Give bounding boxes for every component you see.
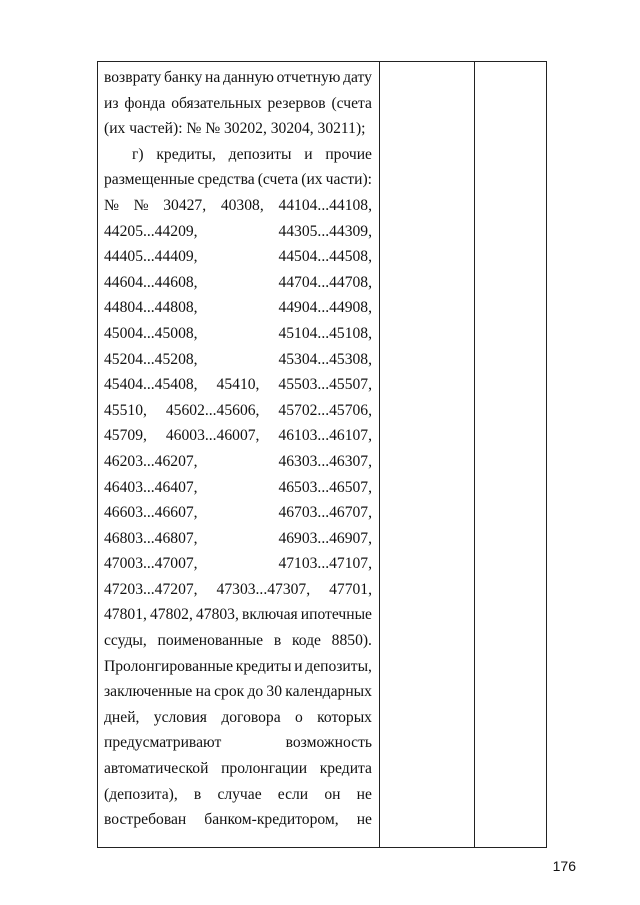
text-word: 46703...46707, <box>278 504 372 522</box>
text-word: кредиты, <box>156 145 216 163</box>
text-word: № <box>133 196 149 214</box>
text-word: предусматривают <box>104 734 222 752</box>
text-line <box>104 679 372 705</box>
text-word: 44804...44808, <box>104 299 198 317</box>
text-line <box>104 270 372 296</box>
text-word: (счета <box>331 94 372 112</box>
text-line <box>104 782 372 808</box>
text-word: (депозита), <box>104 785 178 803</box>
text-word: 46603...46607, <box>104 504 198 522</box>
text-word: 40308, <box>220 196 264 214</box>
text-word: и <box>294 657 303 675</box>
text-word: 46003...46007, <box>165 427 260 445</box>
text-word: востребован <box>104 811 187 829</box>
column-divider <box>474 62 475 847</box>
page-number: 176 <box>552 858 576 874</box>
text-line <box>104 65 372 91</box>
text-word: 45204...45208, <box>104 350 198 368</box>
text-word: 44104...44108, <box>278 196 372 214</box>
text-word: депозиты, <box>305 657 372 675</box>
text-line <box>104 142 372 168</box>
text-word: 47802, <box>149 606 193 624</box>
text-word: 46303...46307, <box>278 452 372 470</box>
text-word: банком-кредитором, <box>204 811 339 829</box>
text-line <box>104 705 372 731</box>
text-word: 47803, <box>195 606 239 624</box>
text-word: резервов <box>267 94 326 112</box>
text-word: 45709, <box>104 427 147 445</box>
text-line <box>104 654 372 680</box>
text-word: 46103...46107, <box>278 427 372 445</box>
text-line <box>104 193 372 219</box>
text-word: 44504...44508, <box>278 248 372 266</box>
text-line <box>104 347 372 373</box>
text-line <box>104 475 372 501</box>
text-line <box>104 551 372 577</box>
text-word: г) <box>132 145 144 163</box>
text-word: депозиты <box>228 145 292 163</box>
text-line <box>104 219 372 245</box>
text-word: срок <box>214 683 245 701</box>
text-word: возможность <box>285 734 372 752</box>
text-word: 30 <box>266 683 282 701</box>
text-word: 44405...44409, <box>104 248 198 266</box>
text-word: на <box>205 69 221 86</box>
text-word: отчетную <box>276 69 341 86</box>
column-divider <box>379 62 380 847</box>
text-word: 45602...45606, <box>165 401 260 419</box>
text-word: 46503...46507, <box>278 478 372 496</box>
text-word: 46803...46807, <box>104 529 198 547</box>
text-line <box>104 398 372 424</box>
text-word: 47203...47207, <box>104 580 198 598</box>
text-word: 47701, <box>329 580 372 598</box>
text-word: средства <box>197 171 255 189</box>
text-word: коде <box>291 632 321 650</box>
text-word: случае <box>217 785 262 803</box>
text-line <box>104 449 372 475</box>
text-line <box>104 295 372 321</box>
text-word: размещенные <box>104 171 195 189</box>
text-word: ипотечные <box>300 606 372 624</box>
table-cell-description <box>104 65 372 833</box>
text-word: не <box>356 811 372 829</box>
text-word: до <box>247 683 264 701</box>
text-line <box>104 577 372 603</box>
text-word: (их <box>301 171 323 189</box>
text-word: кредиты <box>235 657 292 675</box>
text-line <box>104 500 372 526</box>
text-word: Пролонгированные <box>104 657 234 675</box>
text-word: если <box>277 785 309 803</box>
text-word: автоматической <box>104 760 209 778</box>
text-word: 46903...46907, <box>278 529 372 547</box>
text-word: на <box>195 683 211 701</box>
text-line <box>104 321 372 347</box>
text-word: 45510, <box>104 401 147 419</box>
text-word: 47103...47107, <box>278 555 372 573</box>
document-table <box>97 61 547 848</box>
text-word: календарных <box>285 683 372 701</box>
text-word: 44704...44708, <box>278 273 372 291</box>
text-word: возврату <box>104 69 162 86</box>
text-word: 45410, <box>216 376 260 394</box>
text-word: кредита <box>319 760 372 778</box>
text-word: 45304...45308, <box>278 350 372 368</box>
text-word: и <box>304 145 313 163</box>
text-word: 44904...44908, <box>278 299 372 317</box>
text-word: о <box>294 708 303 726</box>
text-word: 44604...44608, <box>104 273 198 291</box>
text-word: 44205...44209, <box>104 222 198 240</box>
text-word: № <box>104 196 119 214</box>
text-word: фонда <box>124 94 166 112</box>
text-word: не <box>356 785 372 803</box>
text-word: 46403...46407, <box>104 478 198 496</box>
text-line <box>104 628 372 654</box>
text-word: ссуды, <box>104 632 147 650</box>
text-word: договора <box>221 708 281 726</box>
text-word: 45404...45408, <box>104 376 198 394</box>
text-word: 46203...46207, <box>104 452 198 470</box>
text-word: 45104...45108, <box>278 324 372 342</box>
text-word: в <box>273 632 282 650</box>
text-line <box>104 756 372 782</box>
text-line <box>104 91 372 117</box>
text-word: пролонгации <box>221 760 308 778</box>
text-word: 45503...45507, <box>278 376 372 394</box>
text-word: дней, <box>104 708 140 726</box>
text-word: в <box>193 785 202 803</box>
text-word: 44305...44309, <box>278 222 372 240</box>
text-word: (их частей): № № 30202, 30204, 30211); <box>104 120 366 138</box>
text-word: 30427, <box>163 196 207 214</box>
text-line <box>104 116 372 142</box>
text-line <box>104 167 372 193</box>
text-word: 47303...47307, <box>216 580 311 598</box>
text-word: части): <box>325 171 372 189</box>
text-word: обязательных <box>171 94 262 112</box>
text-word: 45004...45008, <box>104 324 198 342</box>
text-word: условия <box>153 708 207 726</box>
text-word: 47801, <box>104 606 147 624</box>
text-word: 8850). <box>331 632 372 650</box>
text-word: которых <box>317 708 372 726</box>
text-line <box>104 730 372 756</box>
text-word: он <box>324 785 341 803</box>
text-word: включая <box>241 606 298 624</box>
text-word: поименованные <box>157 632 264 650</box>
text-word: прочие <box>325 145 372 163</box>
text-line <box>104 372 372 398</box>
text-word: из <box>104 94 119 112</box>
text-line <box>104 602 372 628</box>
text-line <box>104 526 372 552</box>
text-line <box>104 423 372 449</box>
text-word: дату <box>343 69 372 86</box>
text-word: 45702...45706, <box>278 401 372 419</box>
text-line <box>104 807 372 833</box>
text-word: 47003...47007, <box>104 555 198 573</box>
text-word: заключенные <box>104 683 193 701</box>
text-word: данную <box>222 69 274 86</box>
text-word: банку <box>163 69 203 86</box>
text-word: (счета <box>257 171 299 189</box>
text-line <box>104 244 372 270</box>
